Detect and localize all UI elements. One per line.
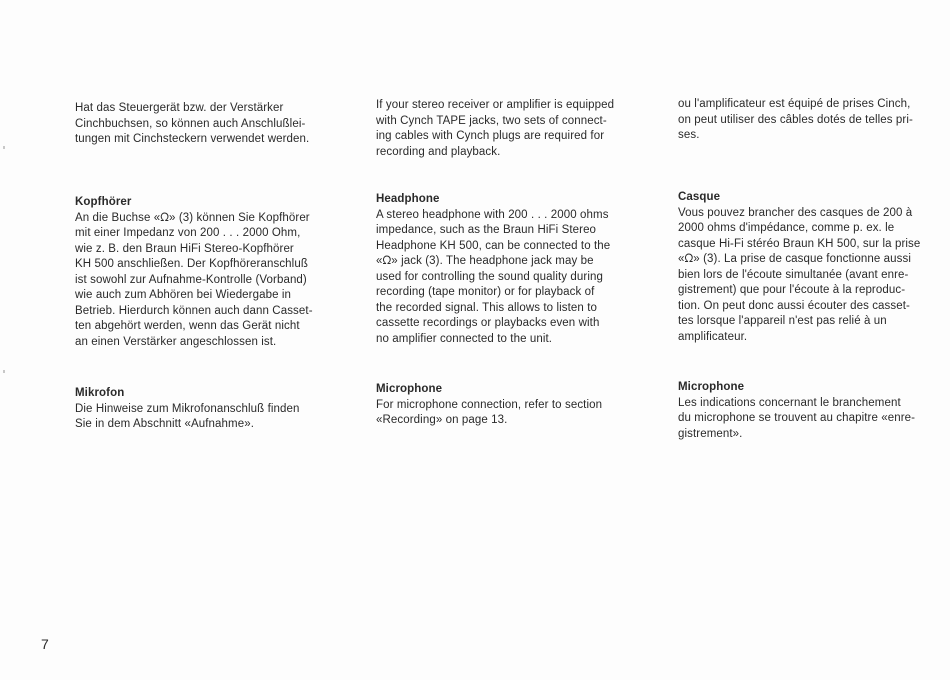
fr-microphone-line: du microphone se trouvent au chapitre «enre- [678, 412, 916, 424]
scan-mark [3, 370, 5, 373]
de-headphone-line: ten abgehört werden, wenn das Gerät nicht [75, 320, 300, 332]
fr-headphone-line: tes lorsque l'appareil n'est pas relié à un [678, 315, 887, 327]
fr-intro-line: on peut utiliser des câbles dotés de telles pri- [678, 113, 913, 126]
en-headphone-line: used for controlling the sound quality during [376, 270, 603, 283]
en-microphone-heading: Microphone [376, 383, 443, 395]
de-headphone-line: an einen Verstärker angeschlossen ist. [75, 335, 277, 348]
en-headphone-line: the recorded signal. This allows to listen to [376, 301, 597, 314]
de-microphone-heading: Mikrofon [75, 387, 125, 399]
fr-headphone-heading: Casque [678, 191, 721, 203]
fr-intro-line: ses. [678, 129, 700, 141]
de-microphone-line: Die Hinweise zum Mikrofonanschluß finden [75, 402, 300, 415]
en-intro-line: recording and playback. [376, 145, 501, 158]
de-headphone-section [75, 195, 350, 350]
de-headphone-line: KH 500 anschließen. Der Kopfhöreranschluß [75, 258, 308, 270]
fr-intro-paragraph [678, 97, 948, 144]
de-intro-line: Hat das Steuergerät bzw. der Verstärker [75, 102, 284, 114]
en-headphone-line: A stereo headphone with 200 . . . 2000 ohms [376, 208, 609, 221]
de-headphone-heading: Kopfhörer [75, 196, 132, 208]
fr-headphone-line: casque Hi-Fi stéréo Braun KH 500, sur la prise [678, 237, 921, 250]
de-headphone-line: wie z. B. den Braun HiFi Stereo-Kopfhörer [75, 242, 294, 255]
de-microphone-section [75, 386, 350, 433]
en-intro-paragraph [376, 98, 651, 160]
fr-microphone-heading: Microphone [678, 381, 745, 393]
fr-headphone-line: 2000 ohms d'impédance, comme p. ex. le [678, 222, 895, 234]
en-headphone-heading: Headphone [376, 193, 440, 205]
fr-headphone-line: amplificateur. [678, 330, 748, 343]
de-headphone-line: wie auch zum Abhören bei Wiedergabe in [75, 289, 292, 301]
fr-microphone-line: Les indications concernant le branchement [678, 396, 901, 409]
en-intro-line: ing cables with Cynch plugs are required for [376, 130, 605, 142]
fr-intro-line: ou l'amplificateur est équipé de prises Cinch, [678, 98, 911, 110]
en-intro-line: with Cynch TAPE jacks, two sets of connect- [376, 114, 607, 127]
en-headphone-line: Headphone KH 500, can be connected to the [376, 239, 611, 252]
en-headphone-line: no amplifier connected to the unit. [376, 332, 553, 345]
de-intro-line: tungen mit Cinchsteckern verwendet werden. [75, 133, 310, 145]
en-microphone-section [376, 382, 651, 429]
scan-mark [3, 146, 5, 149]
fr-microphone-section [678, 380, 948, 442]
de-headphone-line: mit einer Impedanz von 200 . . . 2000 Ohm, [75, 227, 301, 239]
de-intro-paragraph [75, 101, 350, 148]
fr-headphone-line: «ᘯ» (3). La prise de casque fonctionne aussi [678, 253, 912, 265]
fr-headphone-line: tion. On peut donc aussi écouter des casset- [678, 299, 910, 312]
en-headphone-line: cassette recordings or playbacks even with [376, 317, 600, 329]
fr-headphone-line: bien lors de l'écoute simultanée (avant enre- [678, 268, 909, 281]
en-intro-line: If your stereo receiver or amplifier is equipped [376, 99, 615, 111]
en-headphone-line: recording (tape monitor) or for playback of [376, 286, 595, 298]
de-microphone-line: Sie in dem Abschnitt «Aufnahme». [75, 418, 255, 430]
en-headphone-line: impedance, such as the Braun HiFi Stereo [376, 224, 597, 236]
fr-headphone-section [678, 190, 948, 345]
de-intro-line: Cinchbuchsen, so können auch Anschlußlei- [75, 117, 306, 130]
en-headphone-line: «ᘯ» jack (3). The headphone jack may be [376, 255, 594, 267]
en-headphone-section [376, 192, 651, 347]
en-microphone-line: For microphone connection, refer to section [376, 398, 603, 411]
de-headphone-line: An die Buchse «ᘯ» (3) können Sie Kopfhörer [75, 211, 310, 224]
fr-microphone-line: gistrement». [678, 427, 743, 440]
en-microphone-line: «Recording» on page 13. [376, 414, 508, 426]
fr-headphone-line: Vous pouvez brancher des casques de 200 à [678, 206, 913, 219]
de-headphone-line: ist sowohl zur Aufnahme-Kontrolle (Vorband) [75, 273, 307, 286]
de-headphone-line: Betrieb. Hierdurch können auch dann Casset- [75, 304, 313, 317]
fr-headphone-line: gistrement) que pour l'écoute à la reproduc- [678, 284, 906, 296]
page-number: 7 [41, 636, 49, 652]
